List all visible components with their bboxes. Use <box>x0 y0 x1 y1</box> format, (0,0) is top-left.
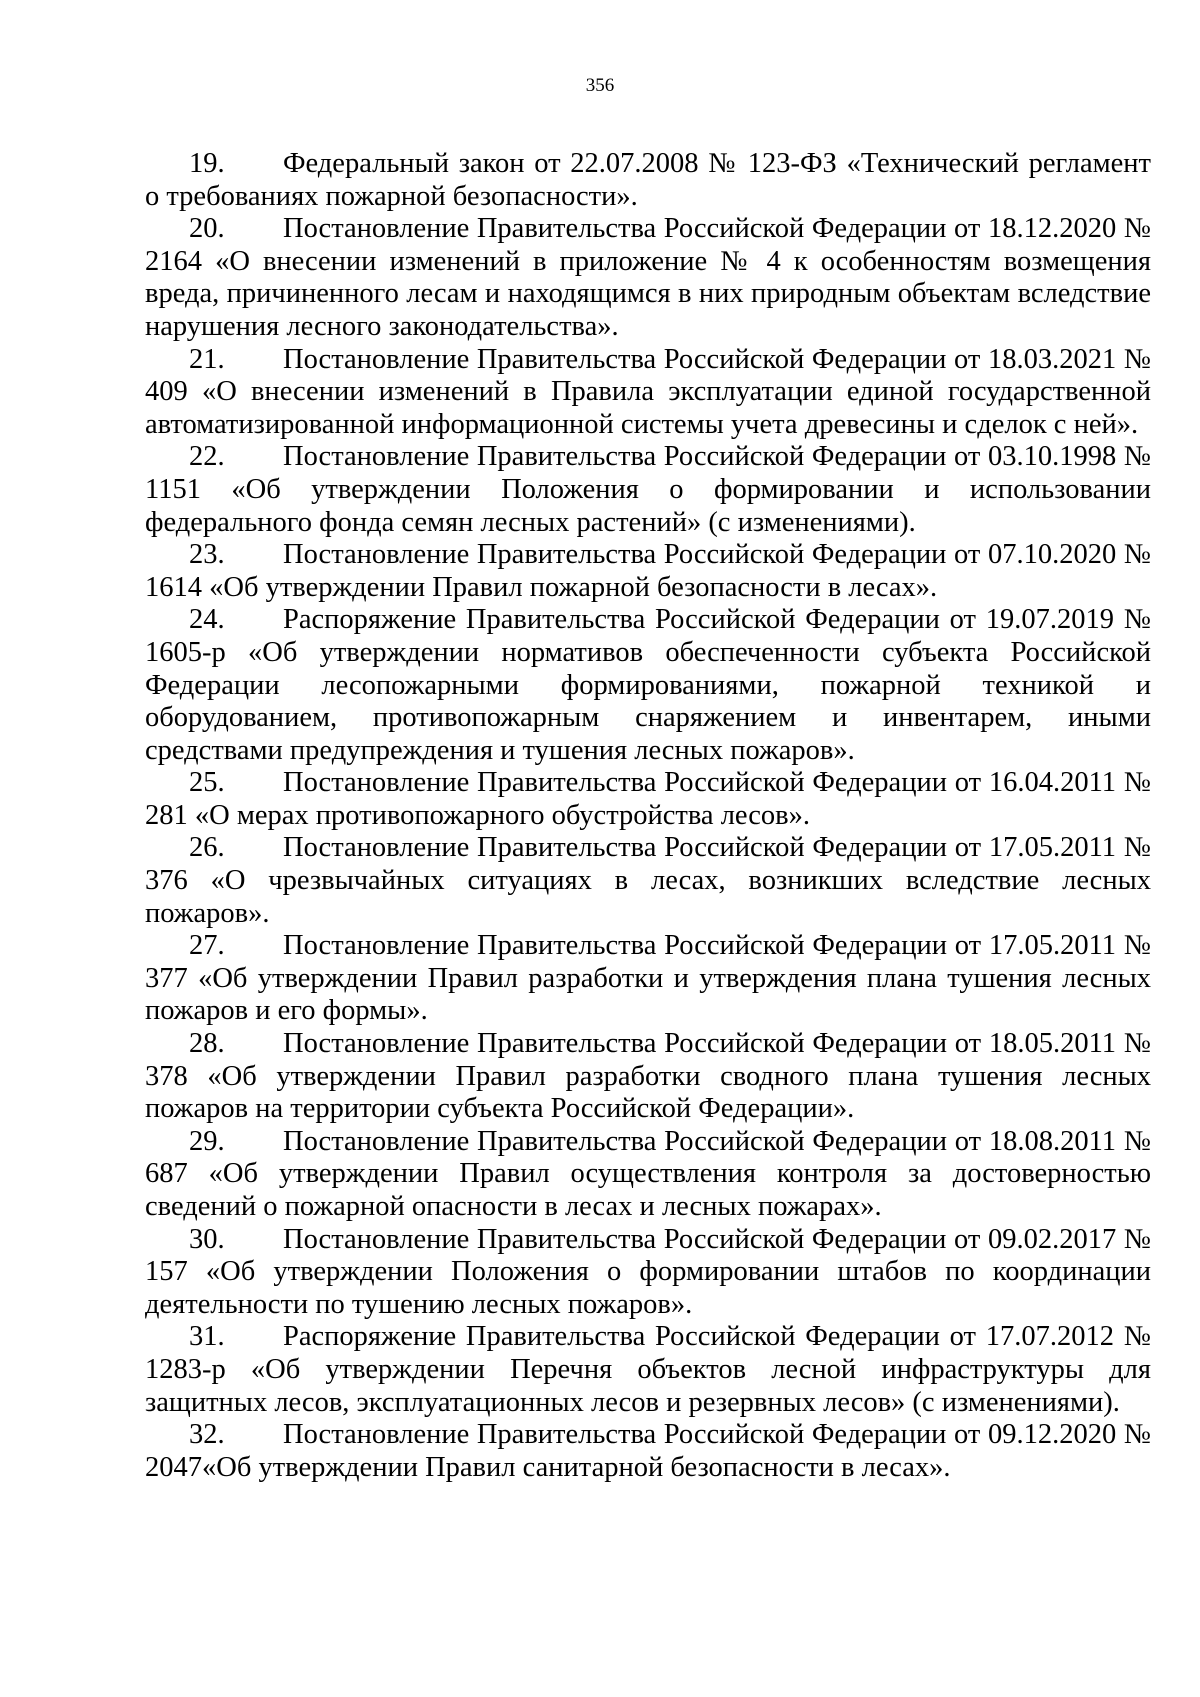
list-item <box>145 1321 1151 1419</box>
item-number: 22. <box>189 441 225 473</box>
list-item <box>145 344 1151 442</box>
list-item <box>145 441 1151 539</box>
item-number: 24. <box>189 604 225 636</box>
list-item <box>145 930 1151 1028</box>
item-text: Постановление Правительства Российской Федерации от 18.03.2021 № 409 «О внесении изменений в Правила эксплуатации единой государственной автоматизированной информационной системы учета древесины и сделок с ней». <box>145 343 1151 440</box>
list-item <box>145 1028 1151 1126</box>
item-number: 30. <box>189 1223 225 1255</box>
item-text: Распоряжение Правительства Российской Федерации от 17.07.2012 № 1283-р «Об утверждении Перечня объектов лесной инфраструктуры для защитных лесов, эксплуатационных лесов и резервных лесов» (с изменениями). <box>145 1321 1151 1418</box>
item-number: 32. <box>189 1419 225 1451</box>
item-text: Федеральный закон от 22.07.2008 № 123-ФЗ «Технический регламент о требованиях пожарной безопасности». <box>145 148 1151 212</box>
list-item <box>145 148 1151 213</box>
item-number: 26. <box>189 832 225 864</box>
item-number: 23. <box>189 539 225 571</box>
list-item <box>145 213 1151 343</box>
list-item <box>145 1224 1151 1322</box>
item-number: 21. <box>189 343 225 375</box>
item-text: Постановление Правительства Российской Федерации от 09.12.2020 № 2047«Об утверждении Правил санитарной безопасности в лесах». <box>145 1419 1151 1483</box>
item-text: Постановление Правительства Российской Федерации от 18.12.2020 № 2164 «О внесении изменений в приложение № 4 к особенностям возмещения вреда, причиненного лесам и находящимся в них природным объектам вследствие нарушения лесного законодательства». <box>145 213 1151 342</box>
list-item <box>145 1126 1151 1224</box>
list-item <box>145 539 1151 604</box>
item-number: 19. <box>189 148 225 179</box>
item-number: 29. <box>189 1125 225 1157</box>
item-text: Постановление Правительства Российской Федерации от 16.04.2011 № 281 «О мерах противопожарного обустройства лесов». <box>145 767 1151 831</box>
item-number: 25. <box>189 767 225 799</box>
item-text: Постановление Правительства Российской Федерации от 18.08.2011 № 687 «Об утверждении Правил осуществления контроля за достоверностью сведений о пожарной опасности в лесах и лесных пожарах». <box>145 1125 1151 1222</box>
reference-list <box>145 148 1151 1484</box>
item-number: 28. <box>189 1028 225 1060</box>
item-text: Постановление Правительства Российской Федерации от 09.02.2017 № 157 «Об утверждении Положения о формировании штабов по координации деятельности по тушению лесных пожаров». <box>145 1223 1151 1320</box>
item-text: Распоряжение Правительства Российской Федерации от 19.07.2019 № 1605-р «Об утверждении нормативов обеспеченности субъекта Российской Федерации лесопожарными формированиями, пожарной техникой и оборудованием, противопожарным снаряжением и инвентарем, иными средствами предупреждения и тушения лесных пожаров». <box>145 604 1151 766</box>
list-item <box>145 604 1151 767</box>
item-number: 31. <box>189 1321 225 1353</box>
list-item <box>145 1419 1151 1484</box>
item-number: 27. <box>189 930 225 962</box>
item-text: Постановление Правительства Российской Федерации от 17.05.2011 № 376 «О чрезвычайных ситуациях в лесах, возникших вследствие лесных пожаров». <box>145 832 1151 929</box>
item-number: 20. <box>189 213 225 245</box>
item-text: Постановление Правительства Российской Федерации от 07.10.2020 № 1614 «Об утверждении Правил пожарной безопасности в лесах». <box>145 539 1151 603</box>
list-item <box>145 832 1151 930</box>
item-text: Постановление Правительства Российской Федерации от 17.05.2011 № 377 «Об утверждении Правил разработки и утверждения плана тушения лесных пожаров и его формы». <box>145 930 1151 1027</box>
item-text: Постановление Правительства Российской Федерации от 03.10.1998 № 1151 «Об утверждении Положения о формировании и использовании федерального фонда семян лесных растений» (с изменениями). <box>145 441 1151 538</box>
page-number: 356 <box>585 75 615 96</box>
list-item <box>145 767 1151 832</box>
item-text: Постановление Правительства Российской Федерации от 18.05.2011 № 378 «Об утверждении Правил разработки сводного плана тушения лесных пожаров на территории субъекта Российской Федерации». <box>145 1028 1151 1125</box>
